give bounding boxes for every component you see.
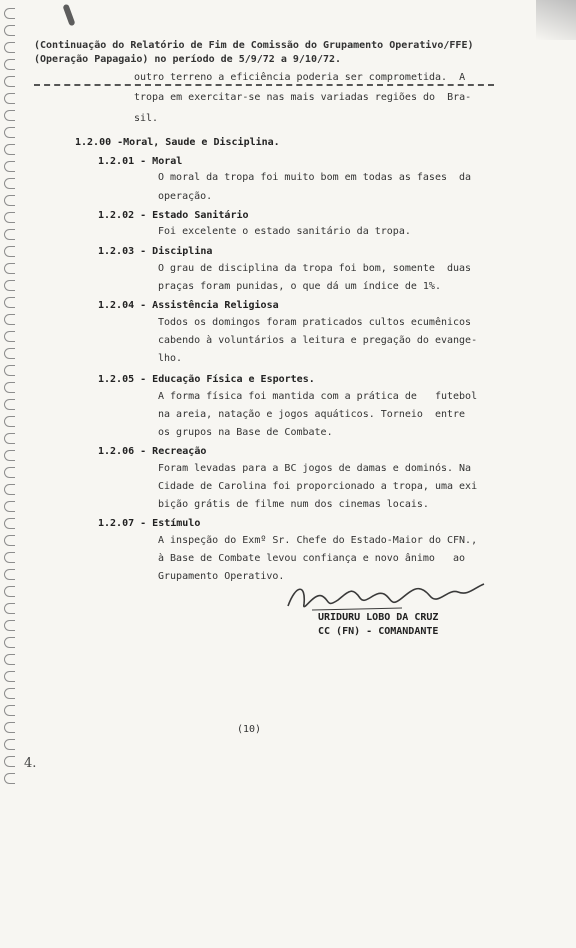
ink-mark [62,4,75,27]
section-stimulus-line-3: Grupamento Operativo. [158,571,285,582]
margin-note: 4. [24,756,37,771]
scan-smudge [536,0,576,40]
section-discipline-title: 1.2.03 - Disciplina [98,246,213,257]
binding-ring [4,705,15,716]
section-discipline-line-2: praças foram punidas, o que dá um índice de 1%. [158,281,441,292]
binding-ring [4,365,15,376]
section-health-line-1: Foi excelente o estado sanitário da tropa. [158,226,411,237]
binding-ring [4,76,15,87]
section-moral-line-2: operação. [158,191,213,202]
section-recreation-line-3: bição grátis de filme num dos cinemas locais. [158,499,429,510]
binding-ring [4,42,15,53]
section-moral-title: 1.2.01 - Moral [98,156,183,167]
section-religious-line-1: Todos os domingos foram praticados cultos ecumênicos [158,317,472,328]
binding-ring [4,263,15,274]
section-physical-title: 1.2.05 - Educação Física e Esportes. [98,374,315,385]
binding-ring [4,688,15,699]
section-physical-line-3: os grupos na Base de Combate. [158,427,333,438]
binding-ring [4,586,15,597]
binding-ring [4,161,15,172]
binding-ring [4,8,15,19]
binding-ring [4,314,15,325]
section-recreation-line-1: Foram levadas para a BC jogos de damas e dominós. Na [158,463,472,474]
binding-ring [4,739,15,750]
signer-title: CC (FN) - COMANDANTE [318,626,439,637]
section-discipline-line-1: O grau de disciplina da tropa foi bom, somente duas [158,263,472,274]
binding-ring [4,620,15,631]
binding-ring [4,178,15,189]
binding-ring [4,552,15,563]
header-line-2: (Operação Papagaio) no período de 5/9/72 a 9/10/72. [34,54,342,65]
dashed-separator [34,84,494,86]
section-religious-line-2: cabendo à voluntários a leitura e pregação do evange- [158,335,478,346]
binding-ring [4,756,15,767]
section-religious-line-3: lho. [158,353,183,364]
binding-ring [4,280,15,291]
intro-line-3: sil. [134,113,159,124]
binding-ring [4,654,15,665]
binding-ring [4,518,15,529]
binding-ring [4,297,15,308]
binding-ring [4,569,15,580]
binding-ring [4,535,15,546]
section-stimulus-line-1: A inspeção do Exmº Sr. Chefe do Estado-Maior do CFN., [158,535,478,546]
binding-ring [4,25,15,36]
header-line-1: (Continuação do Relatório de Fim de Comissão do Grupamento Operativo/FFE) [34,40,474,51]
section-recreation-title: 1.2.06 - Recreação [98,446,207,457]
section-physical-line-1: A forma física foi mantida com a prática de futebol [158,391,478,402]
binding-ring [4,331,15,342]
binding-ring [4,773,15,784]
binding-ring [4,450,15,461]
section-moral-line-1: O moral da tropa foi muito bom em todas as fases da [158,172,472,183]
binding-ring [4,399,15,410]
binding-ring [4,195,15,206]
binding-ring [4,637,15,648]
section-recreation-line-2: Cidade de Carolina foi proporcionado a tropa, uma exi [158,481,478,492]
page-number: (10) [237,724,262,735]
section-stimulus-line-2: à Base de Combate levou confiança e novo ânimo ao [158,553,466,564]
section-main-title: 1.2.00 -Moral, Saude e Disciplina. [75,137,280,148]
binding-ring [4,603,15,614]
binding-ring [4,501,15,512]
binding-ring [4,144,15,155]
binding-ring [4,671,15,682]
binding-ring [4,484,15,495]
intro-line-2: tropa em exercitar-se nas mais variadas regiões do Bra- [134,92,472,103]
binding-ring [4,416,15,427]
spiral-binding [0,0,22,800]
section-religious-title: 1.2.04 - Assistência Religiosa [98,300,279,311]
binding-ring [4,110,15,121]
binding-ring [4,229,15,240]
section-physical-line-2: na areia, natação e jogos aquáticos. Torneio entre [158,409,466,420]
binding-ring [4,467,15,478]
binding-ring [4,59,15,70]
binding-ring [4,127,15,138]
intro-line-1: outro terreno a eficiência poderia ser comprometida. A [134,72,466,83]
section-health-title: 1.2.02 - Estado Sanitário [98,210,249,221]
binding-ring [4,93,15,104]
binding-ring [4,433,15,444]
binding-ring [4,212,15,223]
binding-ring [4,382,15,393]
section-stimulus-title: 1.2.07 - Estímulo [98,518,201,529]
binding-ring [4,722,15,733]
signer-name: URIDURU LOBO DA CRUZ [318,612,439,623]
binding-ring [4,246,15,257]
binding-ring [4,348,15,359]
